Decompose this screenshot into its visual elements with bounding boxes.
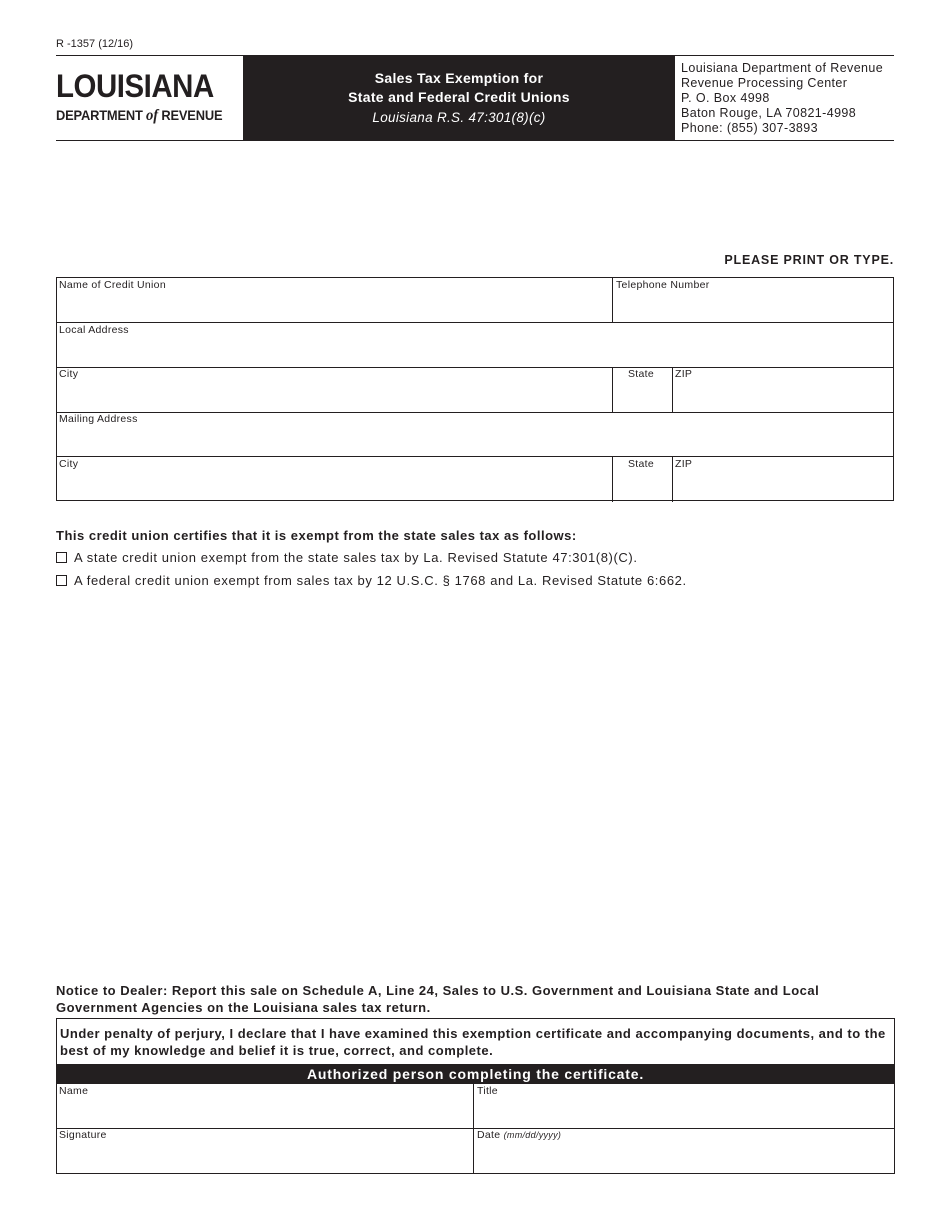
local-address-field[interactable]: Local Address [59, 324, 129, 336]
state-credit-union-checkbox[interactable] [56, 552, 67, 563]
local-state-field[interactable]: State [628, 368, 655, 380]
credit-union-name-field[interactable]: Name of Credit Union [59, 279, 166, 291]
form-code: R -1357 (12/16) [56, 38, 134, 50]
date-format-hint: (mm/dd/yyyy) [503, 1130, 562, 1140]
grid-col-divider [672, 456, 673, 502]
option-federal-credit-union [56, 573, 687, 588]
agency-address [681, 61, 883, 136]
grid-row-divider [57, 322, 893, 323]
perjury-declaration: Under penalty of perjury, I declare that I have examined this exemption certificate and accompanying documents, and to the best of my knowledge and belief it is true, correct, and complete. [60, 1026, 886, 1058]
state-credit-union-label: A state credit union exempt from the state sales tax by La. Revised Statute 47:301(8)(C). [74, 550, 638, 565]
address-line-center: Revenue Processing Center [681, 76, 848, 90]
grid-col-divider [612, 278, 613, 323]
logo-revenue-text: REVENUE [161, 107, 223, 123]
form-statute: Louisiana R.S. 47:301(8)(c) [372, 110, 546, 125]
date-label: Date [477, 1129, 501, 1141]
notice-to-dealer: Notice to Dealer: Report this sale on Schedule A, Line 24, Sales to U.S. Government and Louisiana State and Local Government Agencies on the Louisiana sales tax return. [56, 983, 820, 1015]
authorized-person-bar: Authorized person completing the certificate. [57, 1064, 894, 1084]
federal-credit-union-checkbox[interactable] [56, 575, 67, 586]
grid-col-divider [612, 367, 613, 412]
form-title-box [243, 55, 675, 141]
form-title-line1: Sales Tax Exemption for [374, 70, 544, 86]
logo-department-text: DEPARTMENT [56, 107, 143, 123]
logo-department-of-revenue [56, 106, 222, 125]
address-line-phone: Phone: (855) 307-3893 [681, 121, 818, 135]
form-title-line2: State and Federal Credit Unions [348, 89, 570, 105]
telephone-field[interactable]: Telephone Number [616, 279, 710, 291]
address-line-pobox: P. O. Box 4998 [681, 91, 770, 105]
grid-col-divider [612, 456, 613, 502]
declaration-box [56, 1018, 895, 1174]
logo-of-text: of [146, 107, 158, 124]
mailing-state-field[interactable]: State [628, 458, 655, 470]
mailing-zip-field[interactable]: ZIP [675, 458, 693, 470]
signature-field[interactable]: Signature [59, 1129, 107, 1141]
signature-col-divider [473, 1084, 474, 1174]
option-state-credit-union [56, 550, 638, 565]
federal-credit-union-label: A federal credit union exempt from sales tax by 12 U.S.C. § 1768 and La. Revised Statute 6:662. [74, 573, 687, 588]
address-line-agency: Louisiana Department of Revenue [681, 61, 884, 75]
authorized-name-field[interactable]: Name [59, 1085, 89, 1097]
address-line-city: Baton Rouge, LA 70821-4998 [681, 106, 857, 120]
certification-heading: This credit union certifies that it is exempt from the state sales tax as follows: [56, 528, 577, 543]
authorized-title-field[interactable]: Title [477, 1085, 498, 1097]
mailing-address-field[interactable]: Mailing Address [59, 413, 138, 425]
credit-union-info-grid [56, 277, 894, 501]
logo-louisiana: LOUISIANA [56, 68, 214, 104]
grid-row-divider [57, 456, 893, 457]
date-field[interactable] [477, 1129, 891, 1172]
grid-col-divider [672, 367, 673, 412]
print-or-type-instruction: PLEASE PRINT OR TYPE. [724, 253, 894, 267]
local-zip-field[interactable]: ZIP [675, 368, 693, 380]
mailing-city-field[interactable]: City [59, 458, 79, 470]
local-city-field[interactable]: City [59, 368, 79, 380]
